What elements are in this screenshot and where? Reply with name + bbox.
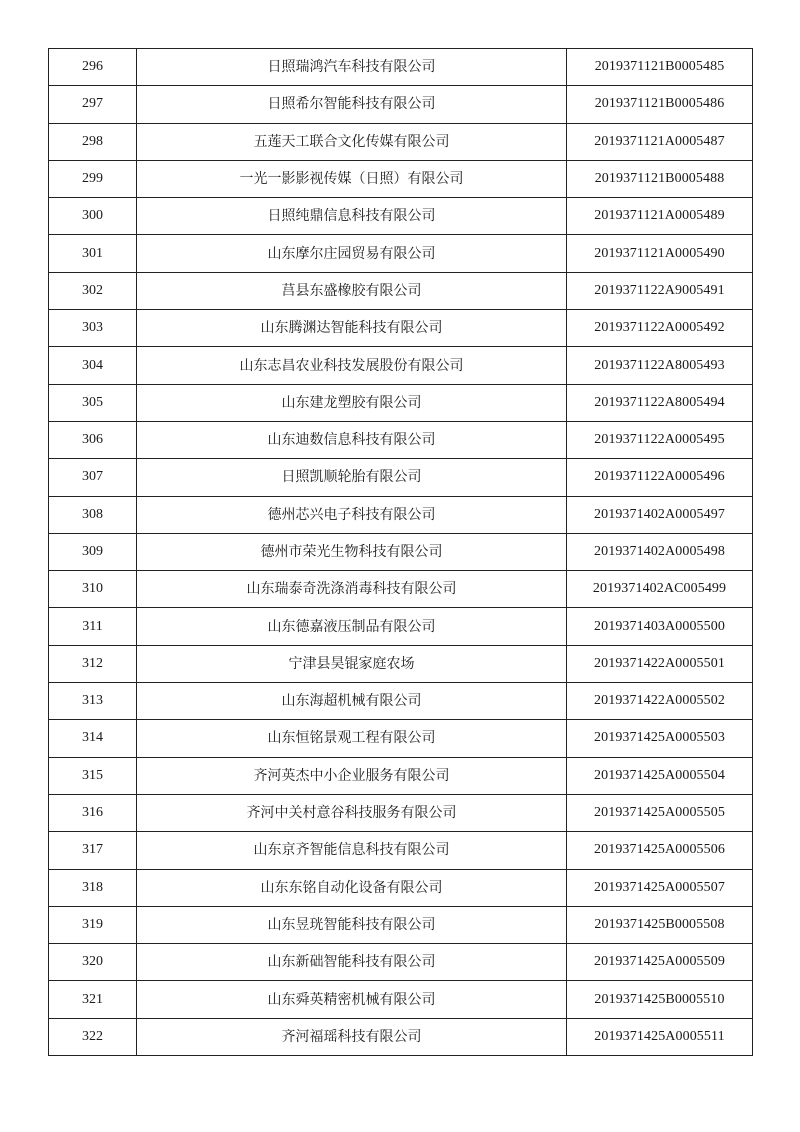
company-name-cell: 莒县东盛橡胶有限公司 [137,272,567,309]
table-row [49,832,753,869]
row-index-cell: 319 [49,906,137,943]
registration-code-cell: 2019371122A0005492 [567,310,753,347]
row-index-cell: 320 [49,944,137,981]
row-index-cell: 296 [49,49,137,86]
table-row [49,235,753,272]
company-name-cell: 宁津县昊锟家庭农场 [137,645,567,682]
registration-code-cell: 2019371121A0005490 [567,235,753,272]
table-row [49,310,753,347]
table-row [49,794,753,831]
row-index-cell: 311 [49,608,137,645]
document-page [48,48,752,1056]
row-index-cell: 312 [49,645,137,682]
table-row [49,347,753,384]
row-index-cell: 317 [49,832,137,869]
company-name-cell: 山东腾渊达智能科技有限公司 [137,310,567,347]
company-name-cell: 一光一影影视传媒（日照）有限公司 [137,160,567,197]
registration-code-cell: 2019371425A0005504 [567,757,753,794]
table-row [49,720,753,757]
row-index-cell: 299 [49,160,137,197]
company-name-cell: 五莲天工联合文化传媒有限公司 [137,123,567,160]
row-index-cell: 322 [49,1018,137,1055]
company-name-cell: 山东建龙塑胶有限公司 [137,384,567,421]
company-name-cell: 山东舜英精密机械有限公司 [137,981,567,1018]
table-row [49,459,753,496]
row-index-cell: 321 [49,981,137,1018]
registration-code-cell: 2019371122A9005491 [567,272,753,309]
company-name-cell: 山东志昌农业科技发展股份有限公司 [137,347,567,384]
table-row [49,757,753,794]
table-row [49,906,753,943]
company-name-cell: 齐河福瑶科技有限公司 [137,1018,567,1055]
company-name-cell: 日照凯顺轮胎有限公司 [137,459,567,496]
row-index-cell: 298 [49,123,137,160]
table-row [49,981,753,1018]
row-index-cell: 300 [49,198,137,235]
company-name-cell: 山东东铭自动化设备有限公司 [137,869,567,906]
registration-code-cell: 2019371425B0005510 [567,981,753,1018]
registration-code-cell: 2019371402A0005497 [567,496,753,533]
row-index-cell: 302 [49,272,137,309]
table-row [49,869,753,906]
row-index-cell: 304 [49,347,137,384]
registration-code-cell: 2019371121B0005486 [567,86,753,123]
row-index-cell: 313 [49,683,137,720]
registration-code-cell: 2019371425A0005503 [567,720,753,757]
registration-code-cell: 2019371121A0005487 [567,123,753,160]
registration-code-cell: 2019371402AC005499 [567,571,753,608]
row-index-cell: 316 [49,794,137,831]
company-registry-table [48,48,753,1056]
table-row [49,160,753,197]
company-name-cell: 山东昱珖智能科技有限公司 [137,906,567,943]
row-index-cell: 297 [49,86,137,123]
company-name-cell: 德州市荣光生物科技有限公司 [137,533,567,570]
company-name-cell: 山东海超机械有限公司 [137,683,567,720]
table-row [49,272,753,309]
company-name-cell: 山东瑞泰奇洗涤消毒科技有限公司 [137,571,567,608]
table-row [49,496,753,533]
registration-code-cell: 2019371121B0005485 [567,49,753,86]
table-row [49,384,753,421]
row-index-cell: 315 [49,757,137,794]
table-row [49,123,753,160]
table-row [49,571,753,608]
table-row [49,645,753,682]
registry-table-body [49,49,753,1056]
table-row [49,49,753,86]
row-index-cell: 318 [49,869,137,906]
registration-code-cell: 2019371422A0005502 [567,683,753,720]
registration-code-cell: 2019371402A0005498 [567,533,753,570]
registration-code-cell: 2019371121A0005489 [567,198,753,235]
row-index-cell: 310 [49,571,137,608]
company-name-cell: 齐河英杰中小企业服务有限公司 [137,757,567,794]
registration-code-cell: 2019371425B0005508 [567,906,753,943]
table-row [49,421,753,458]
company-name-cell: 山东摩尔庄园贸易有限公司 [137,235,567,272]
table-row [49,944,753,981]
registration-code-cell: 2019371403A0005500 [567,608,753,645]
row-index-cell: 309 [49,533,137,570]
company-name-cell: 德州芯兴电子科技有限公司 [137,496,567,533]
company-name-cell: 山东德嘉液压制品有限公司 [137,608,567,645]
company-name-cell: 日照纯鼎信息科技有限公司 [137,198,567,235]
table-row [49,1018,753,1055]
row-index-cell: 301 [49,235,137,272]
registration-code-cell: 2019371122A8005494 [567,384,753,421]
registration-code-cell: 2019371122A0005496 [567,459,753,496]
company-name-cell: 齐河中关村意谷科技服务有限公司 [137,794,567,831]
registration-code-cell: 2019371425A0005507 [567,869,753,906]
company-name-cell: 山东迪数信息科技有限公司 [137,421,567,458]
row-index-cell: 305 [49,384,137,421]
registration-code-cell: 2019371425A0005505 [567,794,753,831]
company-name-cell: 日照瑞鸿汽车科技有限公司 [137,49,567,86]
registration-code-cell: 2019371121B0005488 [567,160,753,197]
registration-code-cell: 2019371425A0005506 [567,832,753,869]
table-row [49,683,753,720]
company-name-cell: 山东恒铭景观工程有限公司 [137,720,567,757]
table-row [49,533,753,570]
table-row [49,198,753,235]
registration-code-cell: 2019371422A0005501 [567,645,753,682]
table-row [49,608,753,645]
registration-code-cell: 2019371122A0005495 [567,421,753,458]
company-name-cell: 山东京齐智能信息科技有限公司 [137,832,567,869]
row-index-cell: 307 [49,459,137,496]
row-index-cell: 303 [49,310,137,347]
company-name-cell: 日照希尔智能科技有限公司 [137,86,567,123]
company-name-cell: 山东新础智能科技有限公司 [137,944,567,981]
table-row [49,86,753,123]
row-index-cell: 314 [49,720,137,757]
registration-code-cell: 2019371425A0005509 [567,944,753,981]
row-index-cell: 306 [49,421,137,458]
row-index-cell: 308 [49,496,137,533]
registration-code-cell: 2019371122A8005493 [567,347,753,384]
registration-code-cell: 2019371425A0005511 [567,1018,753,1055]
